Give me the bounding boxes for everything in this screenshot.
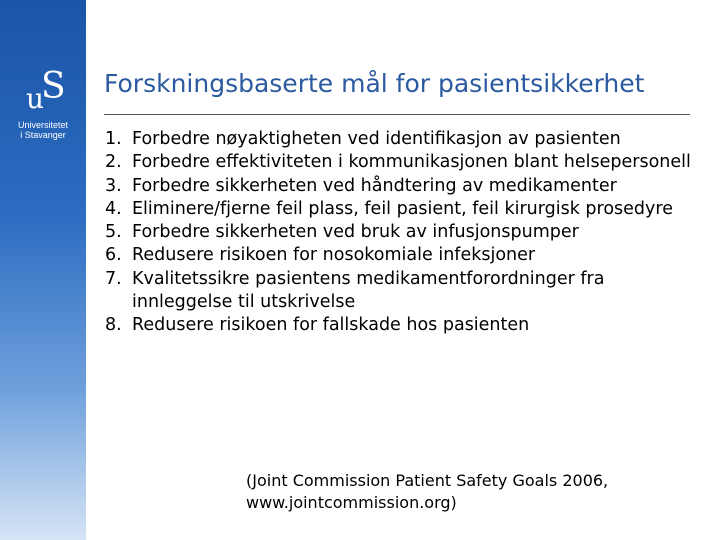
logo-text-line2: i Stavanger — [20, 130, 66, 140]
source-line-2: www.jointcommission.org) — [246, 493, 457, 512]
goal-item-1 — [105, 128, 695, 151]
goal-number: 5. — [105, 222, 122, 243]
goal-number: 3. — [105, 175, 122, 196]
goal-item-7 — [105, 268, 695, 315]
goal-text: Eliminere/fjerne feil plass, feil pasient, feil kirurgisk prosedyre — [132, 198, 673, 219]
logo-text — [10, 120, 76, 140]
svg-text:S: S — [41, 66, 66, 107]
goal-item-3 — [105, 175, 695, 198]
source-line-1: (Joint Commission Patient Safety Goals 2006, — [246, 471, 609, 490]
goal-item-6 — [105, 244, 695, 267]
source-citation — [246, 470, 696, 514]
goal-number: 4. — [105, 198, 122, 219]
goal-text: Forbedre effektiviteten i kommunikasjonen blant helsepersonell — [132, 152, 691, 173]
goal-text: Kvalitetssikre pasientens medikamentforordninger fra innleggelse til utskrivelse — [132, 268, 605, 313]
goal-number: 6. — [105, 245, 122, 266]
goal-item-4 — [105, 198, 695, 221]
slide-title: Forskningsbaserte mål for pasientsikkerhet — [104, 69, 645, 98]
logo-text-line1: Universitetet — [17, 120, 69, 130]
goal-text: Redusere risikoen for nosokomiale infeksjoner — [132, 245, 536, 266]
goal-text: Redusere risikoen for fallskade hos pasienten — [132, 315, 530, 336]
goal-item-8 — [105, 314, 695, 337]
goal-text: Forbedre sikkerheten ved bruk av infusjonspumper — [132, 222, 579, 243]
uis-logo-icon — [24, 60, 66, 115]
goal-item-2 — [105, 151, 695, 174]
goal-item-5 — [105, 221, 695, 244]
goal-number: 8. — [105, 315, 122, 336]
title-divider — [104, 114, 690, 115]
goal-number: 1. — [105, 129, 122, 149]
goal-number: 7. — [105, 268, 122, 289]
goal-text: Forbedre sikkerheten ved håndtering av medikamenter — [132, 175, 617, 196]
goals-list — [105, 128, 695, 338]
goal-number: 2. — [105, 152, 122, 173]
goal-text: Forbedre nøyaktigheten ved identifikasjon av pasienten — [132, 129, 621, 149]
sidebar — [0, 0, 86, 540]
svg-text:u: u — [26, 82, 45, 115]
